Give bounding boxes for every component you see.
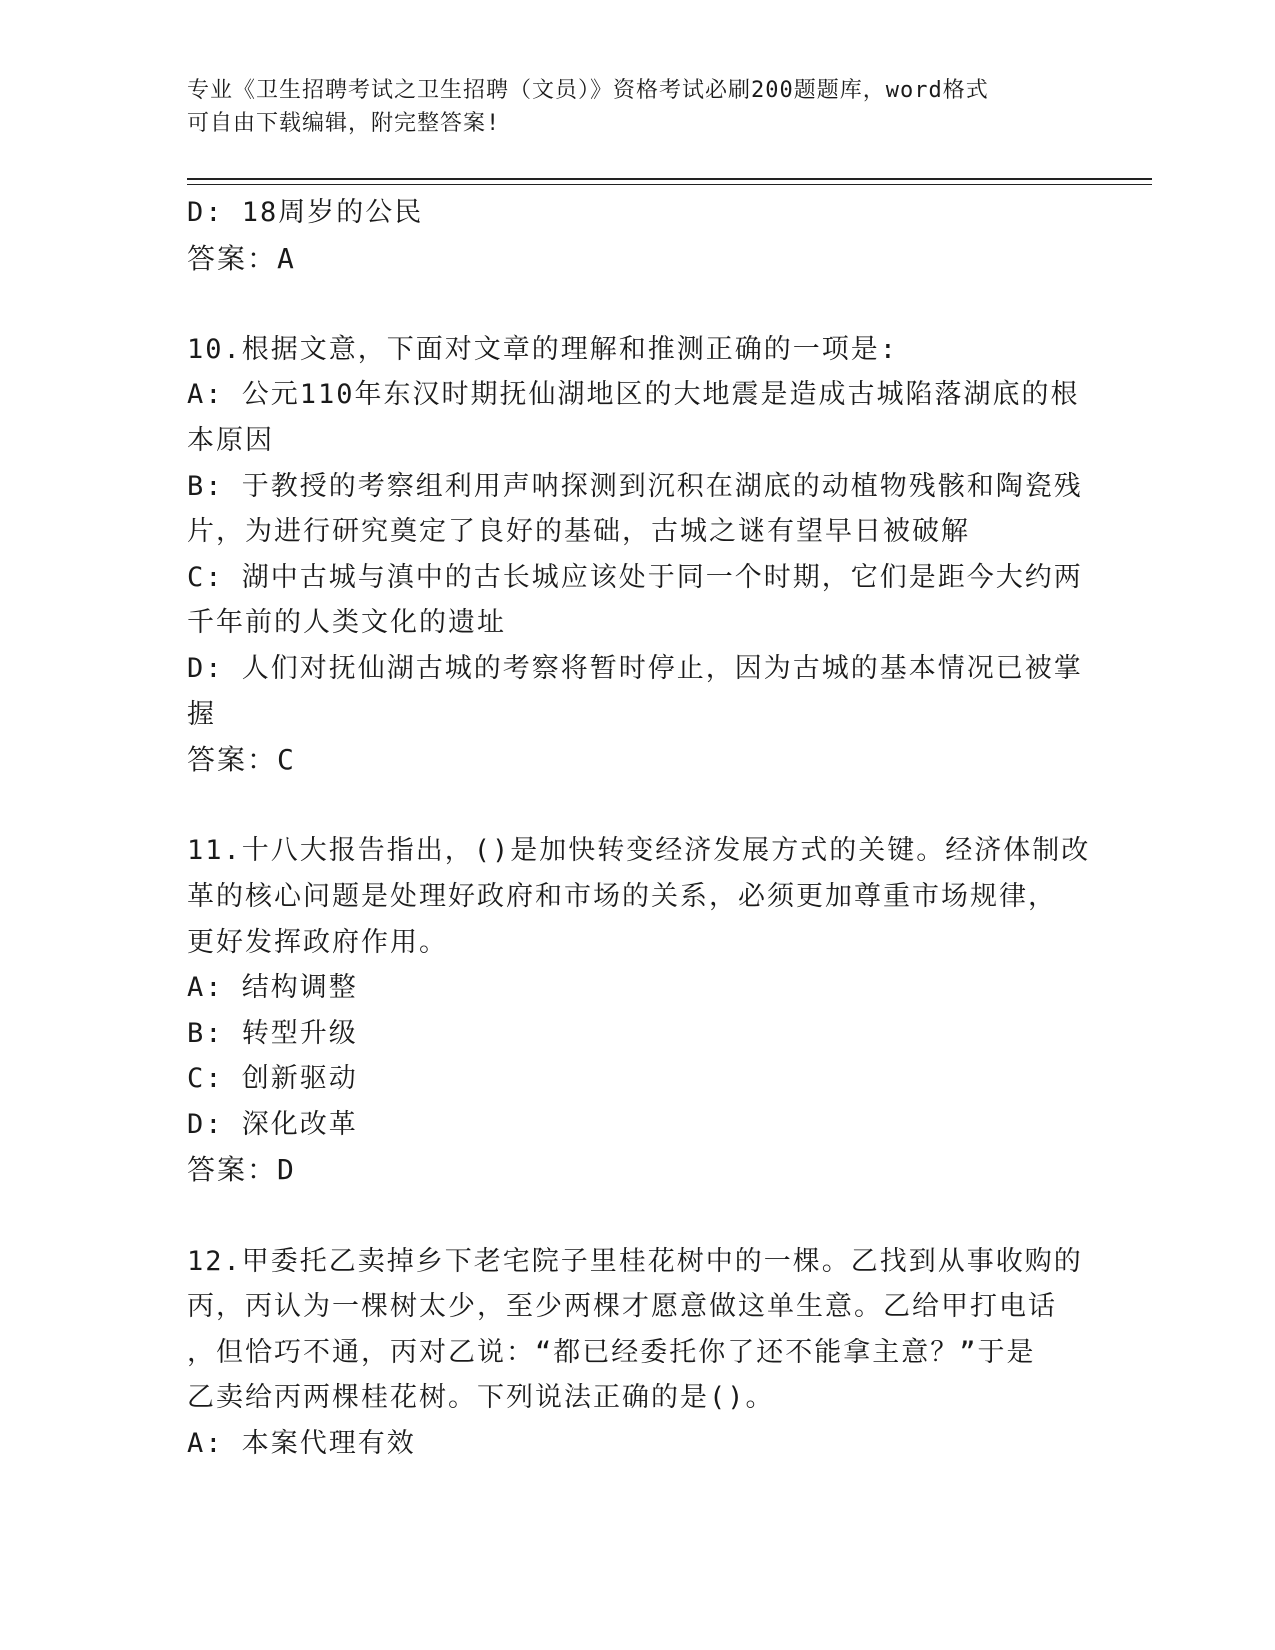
q10-stem: 10.根据文意，下面对文章的理解和推测正确的一项是: bbox=[187, 333, 899, 365]
question-11 bbox=[187, 828, 1091, 1193]
q10-option-d-line-1: D: 人们对抚仙湖古城的考察将暂时停止，因为古城的基本情况已被掌 bbox=[187, 652, 1083, 684]
q10-option-a-line-1: A: 公元110年东汉时期抚仙湖地区的大地震是造成古城陷落湖底的根 bbox=[187, 379, 1080, 411]
q10-option-d-line-2: 握 bbox=[187, 698, 216, 730]
question-10 bbox=[187, 327, 1087, 783]
q12-stem-line-3: ，但恰巧不通，丙对乙说：“都已经委托你了还不能拿主意？”于是 bbox=[187, 1336, 1036, 1368]
q11-option-a: A: 结构调整 bbox=[187, 972, 358, 1004]
header-title-line-1: 专业《卫生招聘考试之卫生招聘（文员）》资格考试必刷200题题库，word格式 bbox=[187, 78, 989, 103]
q11-stem-line-3: 更好发挥政府作用。 bbox=[187, 926, 448, 958]
q12-option-a: A: 本案代理有效 bbox=[187, 1428, 416, 1460]
q11-option-d: D: 深化改革 bbox=[187, 1108, 358, 1140]
q10-answer: 答案：C bbox=[187, 743, 296, 777]
q10-option-b-line-1: B: 于教授的考察组利用声呐探测到沉积在湖底的动植物残骸和陶瓷残 bbox=[187, 470, 1083, 502]
header-title-line-2: 可自由下载编辑，附完整答案! bbox=[187, 111, 501, 136]
q11-option-b: B: 转型升级 bbox=[187, 1017, 358, 1049]
q12-stem-line-4: 乙卖给丙两棵桂花树。下列说法正确的是()。 bbox=[187, 1382, 775, 1414]
question-spacer bbox=[187, 1193, 1087, 1239]
question-9-tail bbox=[187, 190, 1087, 281]
q11-answer: 答案：D bbox=[187, 1153, 296, 1187]
question-spacer bbox=[187, 281, 1087, 327]
q11-option-c: C: 创新驱动 bbox=[187, 1063, 358, 1095]
q12-stem-line-1: 12.甲委托乙卖掉乡下老宅院子里桂花树中的一棵。乙找到从事收购的 bbox=[187, 1245, 1083, 1277]
q9-answer: 答案：A bbox=[187, 241, 296, 275]
question-12 bbox=[187, 1239, 1087, 1467]
q11-stem-line-2: 革的核心问题是处理好政府和市场的关系，必须更加尊重市场规律， bbox=[187, 880, 1057, 912]
page-header bbox=[187, 74, 1067, 140]
question-spacer bbox=[187, 783, 1087, 829]
q10-option-c-line-2: 千年前的人类文化的遗址 bbox=[187, 607, 506, 639]
q11-stem-line-1: 11.十八大报告指出，()是加快转变经济发展方式的关键。经济体制改 bbox=[187, 835, 1091, 867]
header-divider-thick bbox=[187, 178, 1152, 180]
q10-option-a-line-2: 本原因 bbox=[187, 424, 274, 456]
header-divider-thin bbox=[187, 184, 1152, 185]
q10-option-b-line-2: 片，为进行研究奠定了良好的基础，古城之谜有望早日被破解 bbox=[187, 516, 970, 548]
q9-option-d: D: 18周岁的公民 bbox=[187, 197, 424, 228]
q12-stem-line-2: 丙，丙认为一棵树太少，至少两棵才愿意做这单生意。乙给甲打电话 bbox=[187, 1291, 1057, 1323]
question-list bbox=[187, 190, 1091, 1467]
q10-option-c-line-1: C: 湖中古城与滇中的古长城应该处于同一个时期，它们是距今大约两 bbox=[187, 561, 1083, 593]
